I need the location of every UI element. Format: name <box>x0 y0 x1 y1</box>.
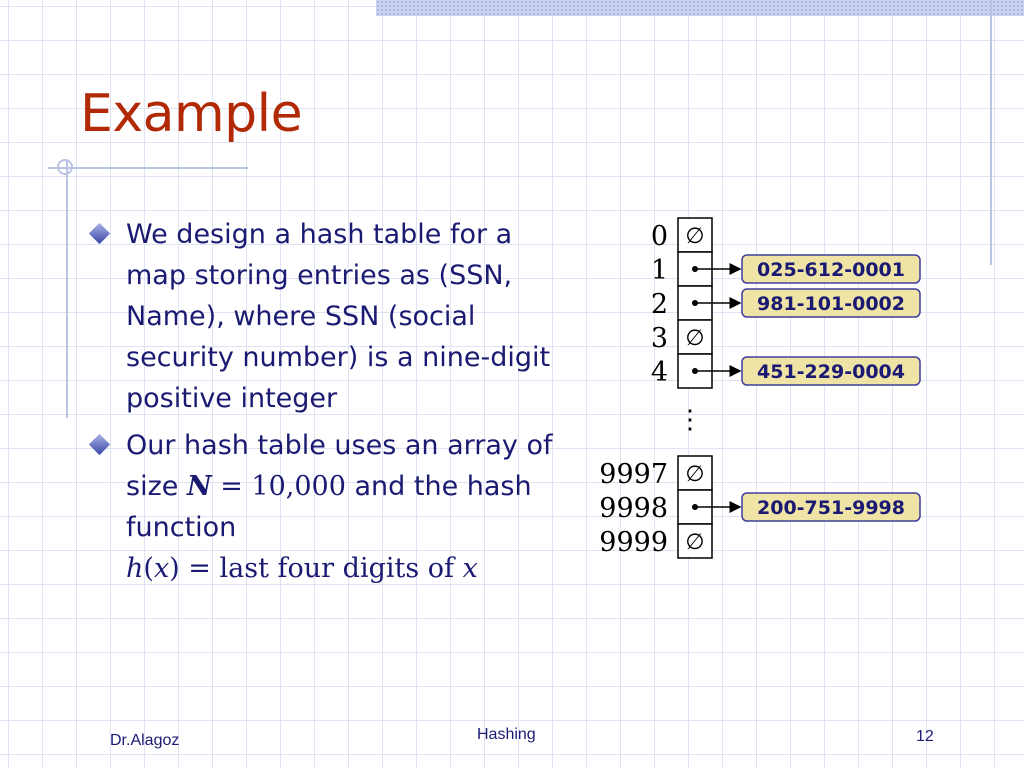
slot-index-label: 1 <box>650 255 668 286</box>
bullet-item-2 <box>88 425 568 589</box>
slot-index-label: 2 <box>650 289 668 320</box>
math-var-n: N <box>186 471 212 502</box>
left-decorative-line <box>66 160 68 418</box>
null-bucket-icon: ∅ <box>685 224 705 249</box>
slot-index-label: 0 <box>650 221 668 252</box>
math-fn-text: = last four digits of <box>179 553 463 584</box>
slot-index-label: 4 <box>650 357 668 388</box>
math-eq-value: = 10,000 <box>211 471 346 502</box>
bullet-text-2a: Our hash table uses an array of size <box>126 430 553 502</box>
null-bucket-icon: ∅ <box>685 326 705 351</box>
hash-table-slots <box>599 218 920 558</box>
entry-key-label: 451-229-0004 <box>757 361 905 383</box>
diamond-bullet-icon <box>89 223 110 244</box>
null-bucket-icon: ∅ <box>685 530 705 555</box>
hash-function-formula: h(x) = last four digits of x <box>126 553 478 584</box>
math-var-h: h <box>126 553 144 584</box>
array-size-formula <box>187 471 346 502</box>
top-decorative-band <box>376 0 1024 16</box>
bullet-text-1: We design a hash table for a map storing entries as (SSN, Name), where SSN (social security number) is a nine-digit positive integer <box>126 219 551 414</box>
footer-page-number: 12 <box>916 728 934 745</box>
slot-index-label: 9999 <box>599 527 668 558</box>
footer-topic: Hashing <box>477 726 536 743</box>
entry-key-label: 025-612-0001 <box>757 259 905 281</box>
math-var-x2: x <box>462 553 478 584</box>
ellipsis: ⋮ <box>677 405 703 435</box>
title-ornament-circle <box>57 159 73 175</box>
entry-key-label: 200-751-9998 <box>757 497 905 519</box>
null-bucket-icon: ∅ <box>685 462 705 487</box>
diamond-bullet-icon <box>89 434 110 455</box>
slide-title: Example <box>80 84 303 144</box>
bullet-item-1 <box>88 214 568 419</box>
slot-index-label: 3 <box>650 323 668 354</box>
math-var-x: x <box>153 553 170 584</box>
footer-author: Dr.Alagoz <box>110 732 180 749</box>
bullet-text-2b: and the hash function <box>126 471 532 543</box>
entry-key-label: 981-101-0002 <box>757 293 905 315</box>
slot-index-label: 9998 <box>599 493 668 524</box>
slot-index-label: 9997 <box>599 459 668 490</box>
hash-table-diagram <box>580 210 940 560</box>
title-underline <box>48 167 248 169</box>
right-decorative-line <box>990 0 992 265</box>
bullet-list <box>88 214 568 595</box>
